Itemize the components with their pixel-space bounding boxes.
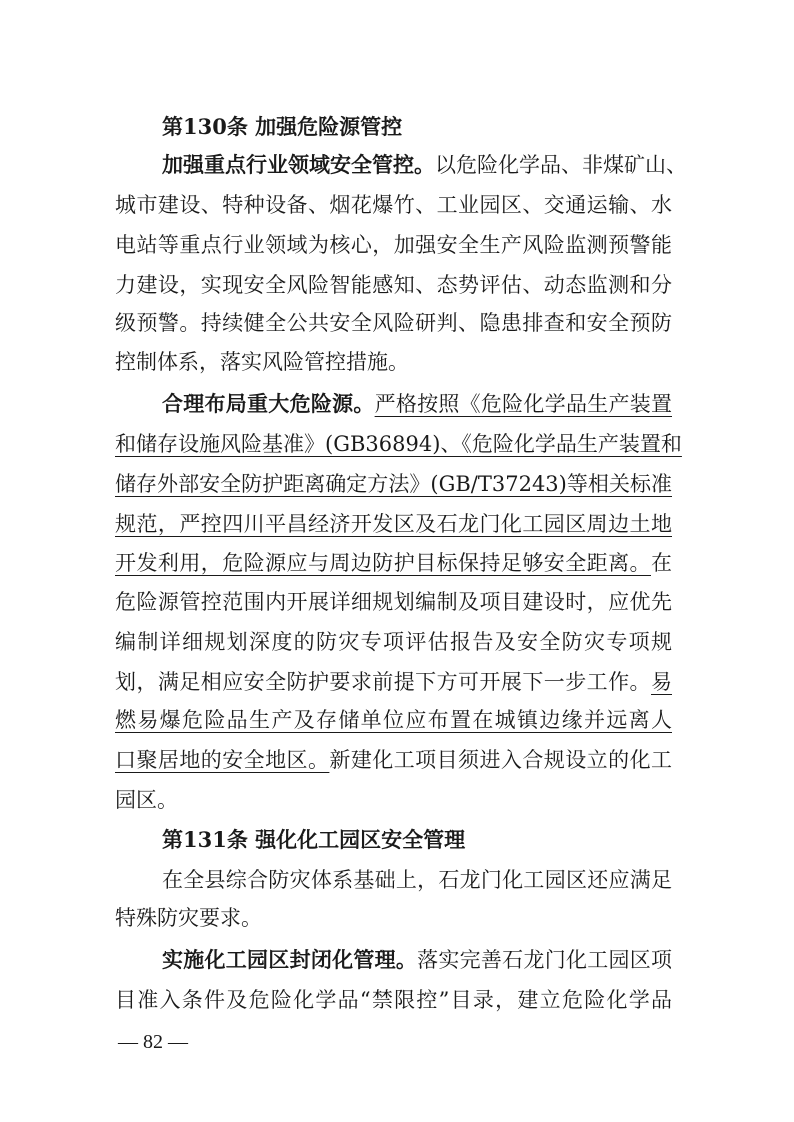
text-line <box>162 390 672 418</box>
text-line <box>115 470 672 498</box>
underlined-text: 开发利用，危险源应与周边防护目标保持足够安全距离。 <box>115 551 651 575</box>
body-text: 划，满足相应安全防护要求前提下方可开展下一步工作。 <box>115 670 651 694</box>
text-line <box>115 271 672 299</box>
body-text: 目准入条件及危险化学品“禁限控”目录，建立危险化学品 <box>115 988 672 1012</box>
text-line <box>115 510 672 538</box>
text-line <box>115 668 672 696</box>
underlined-text: 易 <box>651 670 672 694</box>
bold-heading-text: 第131条 强化化工园区安全管理 <box>162 827 466 852</box>
body-text: 危险源管控范围内开展详细规划编制及项目建设时，应优先 <box>115 590 672 614</box>
bold-heading-text: 第130条 加强危险源管控 <box>162 114 403 139</box>
body-text: 落实完善石龙门化工园区项 <box>417 948 673 972</box>
text-line <box>115 628 672 656</box>
text-line <box>162 866 672 894</box>
text-line <box>115 588 672 616</box>
text-line <box>162 113 672 141</box>
bold-heading-text: 实施化工园区封闭化管理。 <box>162 947 418 972</box>
text-line <box>115 549 672 577</box>
text-line <box>115 430 682 458</box>
body-text: 编制详细规划深度的防灾专项评估报告及安全防灾专项规 <box>115 630 672 654</box>
text-line <box>115 309 672 337</box>
underlined-text: 规范，严控四川平昌经济开发区及石龙门化工园区周边土地 <box>115 512 672 536</box>
text-line <box>115 986 672 1014</box>
body-text: 力建设，实现安全风险智能感知、态势评估、动态监测和分 <box>115 273 672 297</box>
text-line <box>115 746 672 774</box>
text-line <box>115 348 672 376</box>
body-text: 特殊防灾要求。 <box>115 906 262 930</box>
text-line <box>115 231 672 259</box>
text-line <box>115 706 672 734</box>
body-text: 在全县综合防灾体系基础上，石龙门化工园区还应满足 <box>162 868 672 892</box>
body-text: 电站等重点行业领域为核心，加强安全生产风险监测预警能 <box>115 233 672 257</box>
text-line <box>115 786 672 814</box>
body-text: 控制体系，落实风险管控措施。 <box>115 350 409 374</box>
underlined-text: 储存外部安全防护距离确定方法》(GB/T37243)等相关标准 <box>115 472 672 496</box>
bold-heading-text: 合理布局重大危险源。 <box>162 391 375 416</box>
text-line <box>115 904 672 932</box>
text-line <box>162 151 687 179</box>
text-line <box>162 946 672 974</box>
body-text: 以危险化学品、非煤矿山、 <box>435 153 687 177</box>
text-line <box>115 191 672 219</box>
body-text: 在 <box>651 551 672 575</box>
body-text: 园区。 <box>115 788 178 812</box>
body-text: 城市建设、特种设备、烟花爆竹、工业园区、交通运输、水 <box>115 193 672 217</box>
text-line <box>162 826 672 854</box>
bold-heading-text: 加强重点行业领域安全管控。 <box>162 152 435 177</box>
page-number: — 82 — <box>118 1031 188 1053</box>
body-text: 新建化工项目须进入合规设立的化工 <box>329 748 673 772</box>
underlined-text: 口聚居地的安全地区。 <box>115 748 330 772</box>
underlined-text: 燃易爆危险品生产及存储单位应布置在城镇边缘并远离人 <box>115 708 672 732</box>
underlined-text: 严格按照《危险化学品生产装置 <box>374 392 672 416</box>
body-text: 级预警。持续健全公共安全风险研判、隐患排查和安全预防 <box>115 311 672 335</box>
underlined-text: 和储存设施风险基准》(GB36894)、《危险化学品生产装置和 <box>115 432 682 456</box>
